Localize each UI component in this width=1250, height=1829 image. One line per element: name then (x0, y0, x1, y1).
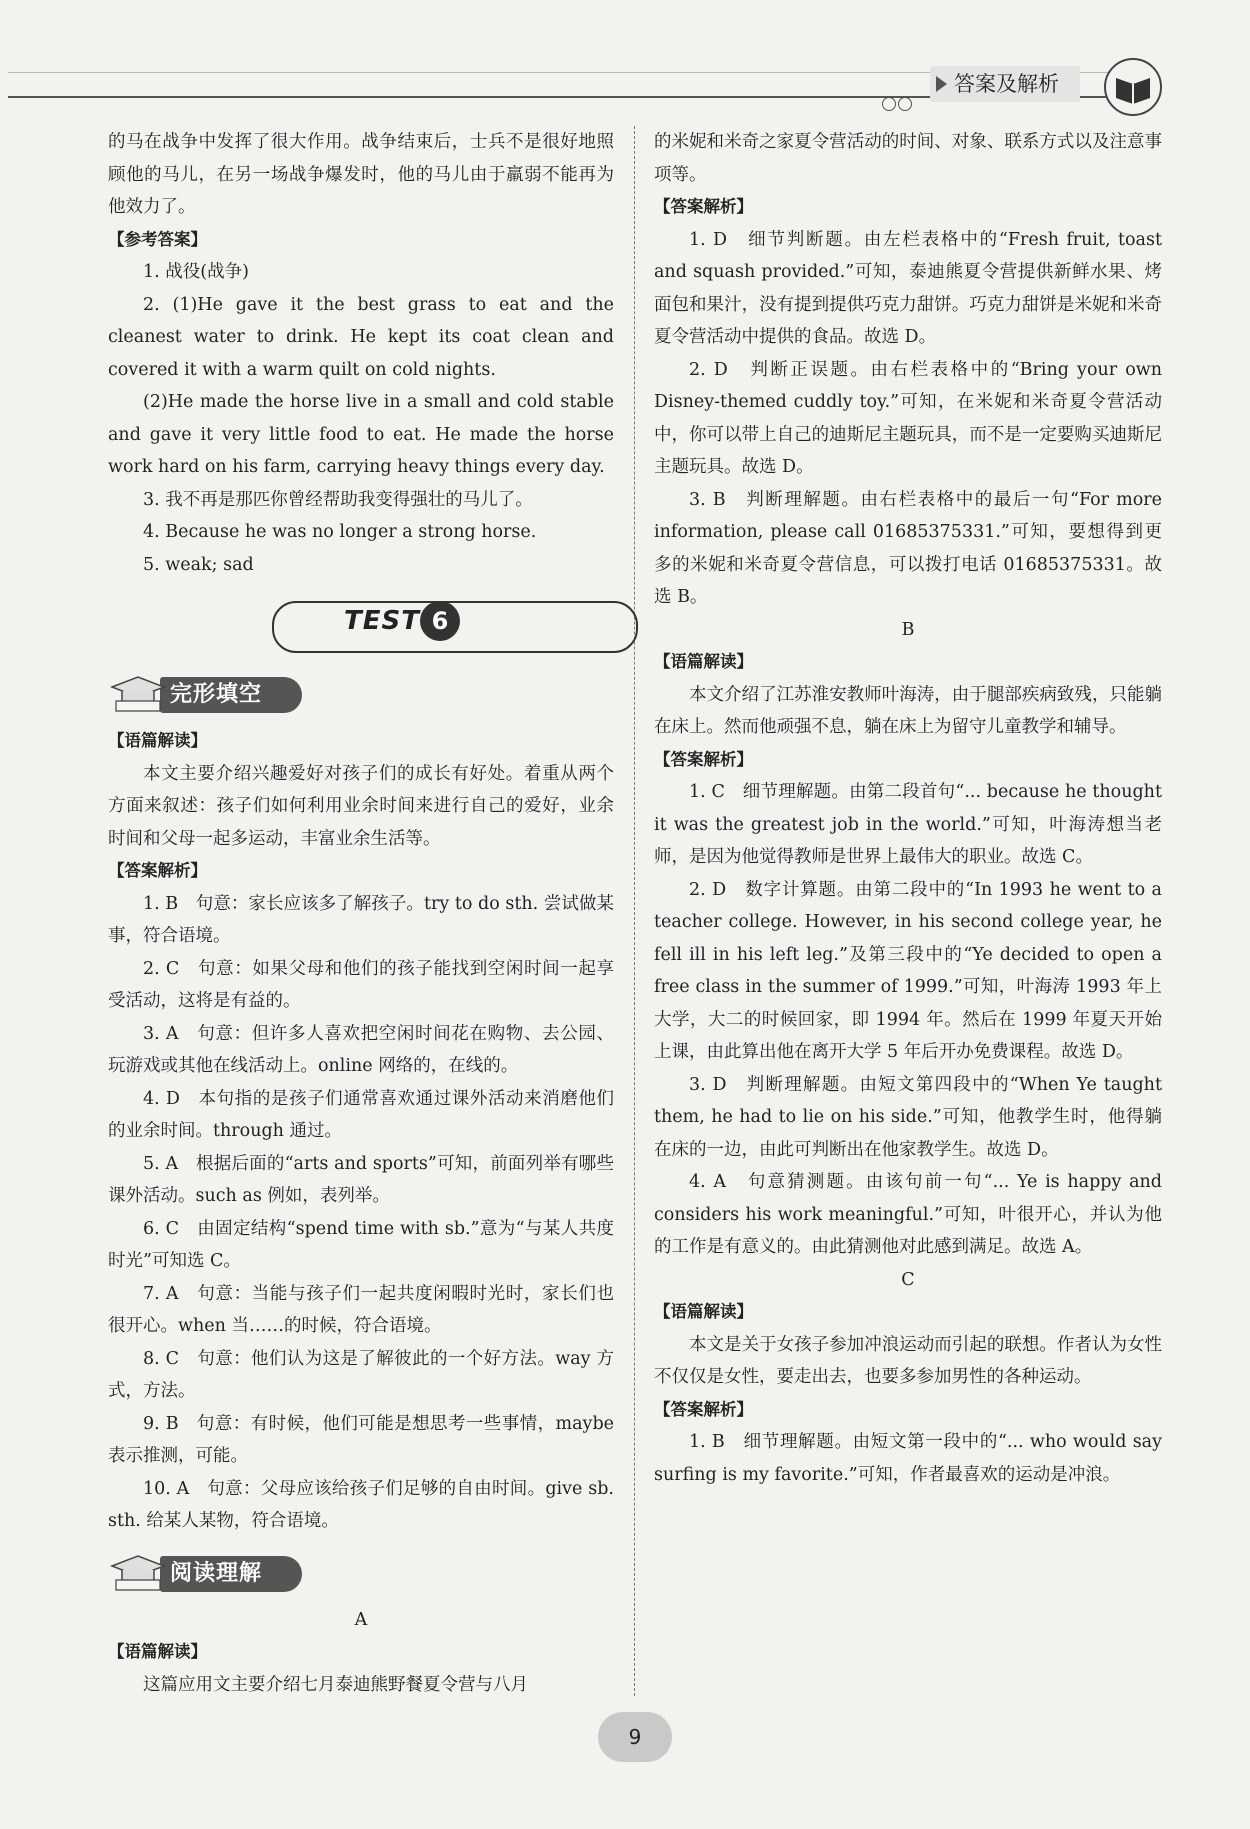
answer-analysis-heading: 【答案解析】 (654, 1399, 753, 1419)
test-banner (108, 595, 614, 657)
column-divider (634, 126, 635, 1696)
section-title-text: 完形填空 (170, 682, 263, 707)
answer-item: 4. Because he was no longer a strong horse. (143, 522, 537, 542)
reading-answer-item: 3. D 判断理解题。由短文第四段中的“When Ye taught them, he had to lie on his side.”可知，他教学生时，他得躺在床的一边，由此可判断出在他家教学生。故选 D。 (654, 1074, 1162, 1160)
reference-answer-heading: 【参考答案】 (108, 229, 207, 249)
cloze-answer-item: 4. D 本句指的是孩子们通常喜欢通过课外活动来消磨他们的业余时间。through 通过。 (108, 1088, 614, 1141)
cloze-answer-item: 3. A 句意：但许多人喜欢把空闲时间花在购物、去公园、玩游戏或其他在线活动上。online 网络的，在线的。 (108, 1023, 614, 1076)
answer-item: (2)He made the horse live in a small and cold stable and gave it very little food to eat. He made the horse work hard on his farm, carrying heavy things every day. (108, 392, 614, 477)
cloze-answer-item: 7. A 句意：当能与孩子们一起共度闲暇时光时，家长们也很开心。when 当……的时候，符合语境。 (108, 1283, 614, 1336)
left-column (108, 126, 614, 1701)
story-summary-end: 的马在战争中发挥了很大作用。战争结束后，士兵不是很好地照顾他的马儿，在另一场战争爆发时，他的马儿由于羸弱不能再为他效力了。 (108, 132, 614, 217)
answer-analysis-heading: 【答案解析】 (108, 861, 207, 880)
cloze-answer-item: 10. A 句意：父母应该给孩子们足够的自由时间。give sb. sth. 给某人某物，符合语境。 (108, 1478, 614, 1531)
passage-reading-heading: 【语篇解读】 (108, 1642, 207, 1661)
play-arrow-icon (936, 76, 947, 92)
passage-summary-end: 的米妮和米奇之家夏令营活动的时间、对象、联系方式以及注意事项等。 (654, 132, 1162, 185)
cloze-answer-item: 5. A 根据后面的“arts and sports”可知，前面列举有哪些课外活动。such as 例如，表列举。 (108, 1153, 614, 1206)
cloze-answer-item: 9. B 句意：有时候，他们可能是想思考一些事情，maybe 表示推测，可能。 (108, 1413, 614, 1466)
passage-reading-heading: 【语篇解读】 (654, 652, 753, 671)
graduation-cap-icon (108, 1550, 168, 1594)
passage-reading-heading: 【语篇解读】 (108, 731, 207, 750)
answer-item: 5. weak; sad (143, 554, 254, 575)
answer-analysis-heading: 【答案解析】 (654, 749, 753, 769)
reading-answer-item: 1. B 细节理解题。由短文第一段中的“... who would say surfing is my favorite.”可知，作者最喜欢的运动是冲浪。 (654, 1432, 1162, 1485)
passage-summary: 这篇应用文主要介绍七月泰迪熊野餐夏令营与八月 (143, 1674, 528, 1695)
passage-summary: 本文主要介绍兴趣爱好对孩子们的成长有好处。着重从两个方面来叙述：孩子们如何利用业余时间来进行自己的爱好，业余时间和父母一起多运动，丰富业余生活等。 (108, 763, 614, 849)
answer-item: 3. 我不再是那匹你曾经帮助我变得强壮的马儿了。 (143, 489, 533, 510)
test-number-badge: 6 (420, 601, 460, 641)
reading-answer-item: 2. D 数字计算题。由第二段中的“In 1993 he went to a teacher college. However, in his second college year, he fell ill in his left leg.”及第三段中的“Ye decided to open a free class in the summer of 1999.”可知，叶海涛 1993 年上大学，大二的时候回家，即 1994 年。然后在 1999 年夏天开始上课，由此算出他在离开大学 5 年后开办免费课程。故选 D。 (654, 879, 1162, 1062)
reading-section-title (108, 1546, 614, 1600)
cloze-answer-item: 8. C 句意：他们认为这是了解彼此的一个好方法。way 方式，方法。 (108, 1348, 614, 1401)
cloze-answer-item: 1. B 句意：家长应该多了解孩子。try to do sth. 尝试做某事，符合语境。 (108, 893, 614, 946)
cloze-answer-item: 6. C 由固定结构“spend time with sb.”意为“与某人共度时光”可知选 C。 (108, 1218, 614, 1271)
cloze-answer-item: 2. C 句意：如果父母和他们的孩子能找到空闲时间一起享受活动，这将是有益的。 (108, 958, 614, 1011)
answer-analysis-heading: 【答案解析】 (654, 197, 753, 216)
reading-answer-item: 3. B 判断理解题。由右栏表格中的最后一句“For more information, please call 01685375331.”可知，要想得到更多的米妮和米奇夏令营信息，可以拨打电话 01685375331。故选 B。 (654, 489, 1162, 607)
cloze-section-title (108, 667, 614, 721)
reading-answer-item: 1. C 细节理解题。由第二段首句“... because he thought it was the greatest job in the world.”可知，叶海涛想当老师，是因为他觉得教师是世界上最伟大的职业。故选 C。 (654, 782, 1162, 867)
header-section-tag: 答案及解析 (930, 66, 1080, 102)
page-number: 9 (598, 1712, 672, 1762)
reading-answer-item: 2. D 判断正误题。由右栏表格中的“Bring your own Disney-themed cuddly toy.”可知，在米妮和米奇夏令营活动中，你可以带上自己的迪斯尼主题玩具，而不是一定要购买迪斯尼主题玩具。故选 D。 (654, 359, 1162, 477)
book-icon (1104, 58, 1162, 116)
reading-answer-item: 4. A 句意猜测题。由该句前一句“... Ye is happy and considers his work meaningful.”可知，叶很开心，并认为他的工作是有意义的。由此猜测他对此感到满足。故选 A。 (654, 1172, 1162, 1257)
passage-label: A (354, 1609, 368, 1630)
answer-item: 1. 战役(战争) (143, 262, 249, 282)
passage-summary: 本文介绍了江苏淮安教师叶海涛，由于腿部疾病致残，只能躺在床上。然而他顽强不息，躺在床上为留守儿童教学和辅导。 (654, 684, 1162, 737)
section-title-text: 阅读理解 (170, 1560, 263, 1586)
test-label: TEST (338, 605, 426, 638)
passage-reading-heading: 【语篇解读】 (654, 1302, 753, 1321)
reading-answer-item: 1. D 细节判断题。由左栏表格中的“Fresh fruit, toast and squash provided.”可知，泰迪熊夏令营提供新鲜水果、烤面包和果汁，没有提到提供巧克力甜饼。巧克力甜饼是米妮和米奇夏令营活动中提供的食品。故选 D。 (654, 229, 1162, 347)
answer-item: 2. (1)He gave it the best grass to eat and the cleanest water to drink. He kept its coat clean and covered it with a warm quilt on cold nights. (108, 294, 614, 380)
header-dots (882, 96, 914, 115)
passage-summary: 本文是关于女孩子参加冲浪运动而引起的联想。作者认为女性不仅仅是女性，要走出去，也要多参加男性的各种运动。 (654, 1334, 1162, 1387)
graduation-cap-icon (108, 671, 168, 715)
right-column (654, 126, 1162, 1491)
passage-label: B (901, 619, 915, 640)
passage-label: C (901, 1269, 915, 1290)
